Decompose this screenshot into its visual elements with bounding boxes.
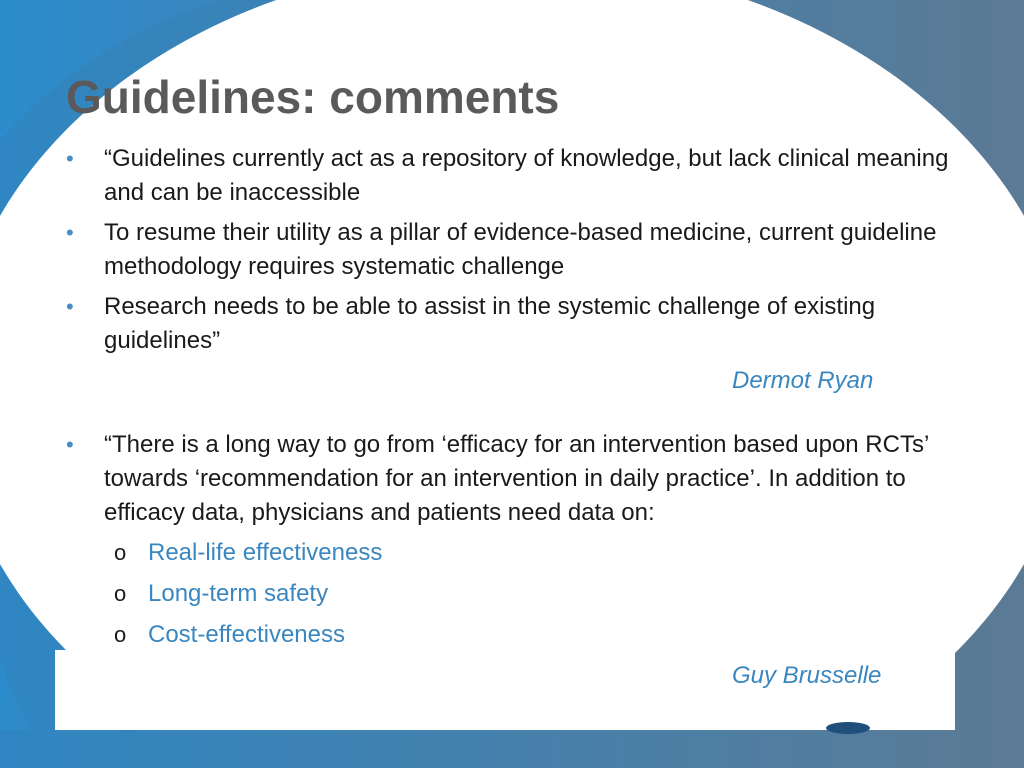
slide-title: Guidelines: comments — [66, 71, 560, 123]
sub-bullet-text: Cost-effectiveness — [148, 621, 345, 648]
sub-bullet-text: Real-life effectiveness — [148, 539, 383, 566]
bullet-text: Research needs to be able to assist in the systemic challenge of existing guidelines” — [104, 293, 876, 354]
bullet-item — [62, 216, 952, 284]
bullet-icon: • — [66, 432, 74, 457]
bullet-text: “There is a long way to go from ‘efficacy for an intervention based upon RCTs’ towards ‘recommendation for an intervention in daily practice’. In addition to efficacy data, physicians and patients need data on: — [104, 431, 929, 526]
sub-bullet-item — [62, 536, 952, 570]
bullet-item — [62, 290, 952, 358]
sub-bullet-item — [62, 618, 952, 652]
bullet-text: “Guidelines currently act as a repository of knowledge, but lack clinical meaning and can be inaccessible — [104, 145, 949, 206]
sub-bullet-text: Long-term safety — [148, 580, 329, 607]
bullet-icon: • — [66, 294, 74, 319]
bullet-item — [62, 428, 952, 530]
bullet-text: To resume their utility as a pillar of evidence-based medicine, current guideline methodology requires systematic challenge — [104, 219, 937, 280]
circle-bullet-icon: o — [114, 581, 127, 606]
attribution-dermot-ryan: Dermot Ryan — [732, 367, 874, 394]
bullet-item — [62, 142, 952, 210]
bullet-icon: • — [66, 220, 74, 245]
bullet-list — [62, 142, 952, 693]
bullet-icon: • — [66, 146, 74, 171]
circle-bullet-icon: o — [114, 540, 127, 565]
sub-bullet-list — [62, 536, 952, 652]
attribution-guy-brusselle: Guy Brusselle — [732, 662, 882, 689]
sub-bullet-item — [62, 577, 952, 611]
circle-bullet-icon: o — [114, 622, 127, 647]
